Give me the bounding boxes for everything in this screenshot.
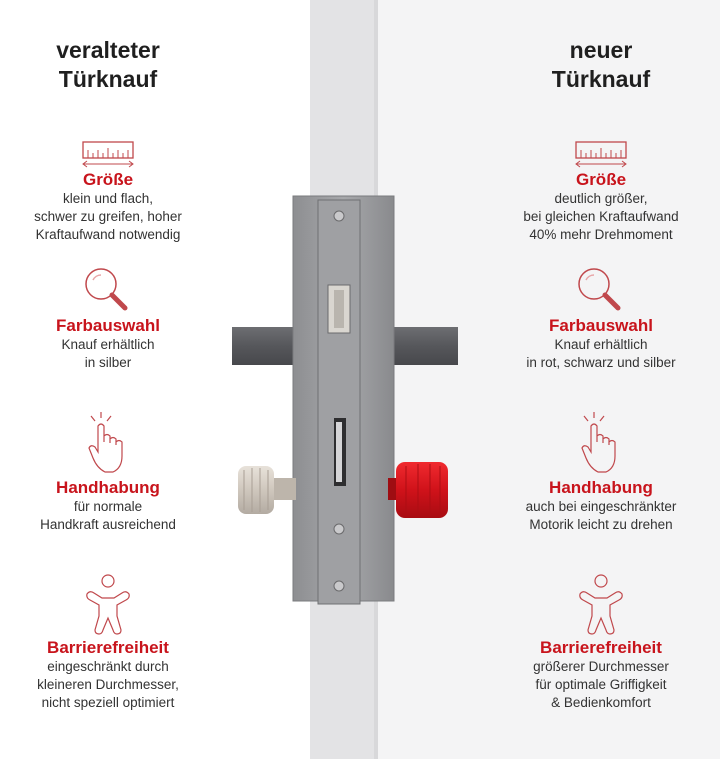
feature-color [0,264,216,372]
feature-accessibility [490,572,712,712]
screw-bottom [334,581,344,591]
feature-line: in silber [84,355,132,370]
person-icon [81,572,135,636]
left-heading [0,36,216,94]
right-heading [490,36,712,94]
feature-line: 40% mehr Drehmoment [529,227,673,242]
feature-size [490,140,712,244]
feature-line: Handkraft ausreichend [40,517,176,532]
feature-line: Kraftaufwand notwendig [35,227,181,242]
feature-line: größerer Durchmesser [533,659,669,674]
feature-handling [0,410,216,534]
feature-line: Knauf erhältlich [61,337,155,352]
feature-text [0,658,216,712]
feature-title: Größe [575,170,627,189]
silver-knob [238,466,296,514]
feature-title: Barrierefreiheit [540,638,662,657]
feature-size [0,140,216,244]
feature-line: in rot, schwarz und silber [526,355,676,370]
red-knob [388,462,448,518]
feature-line: & Bedienkomfort [551,695,651,710]
feature-line: Motorik leicht zu drehen [529,517,673,532]
heading-line: Türknauf [551,66,651,92]
ruler-icon [79,140,137,168]
feature-title: Größe [82,170,134,189]
feature-line: nicht speziell optimiert [41,695,175,710]
feature-text [490,336,712,372]
ruler-icon [572,140,630,168]
feature-text [0,190,216,244]
feature-text [0,336,216,372]
feature-title: Farbauswahl [56,316,160,335]
heading-line: veralteter [56,37,160,63]
feature-line: schwer zu greifen, hoher [34,209,182,224]
heading-line: Türknauf [58,66,158,92]
feature-line: eingeschränkt durch [47,659,169,674]
feature-color [490,264,712,372]
person-icon [574,572,628,636]
touch-hand-icon [576,410,626,476]
feature-title: Handhabung [549,478,653,497]
feature-title: Handhabung [56,478,160,497]
lock-face-plate [318,200,360,604]
feature-title: Barrierefreiheit [47,638,169,657]
feature-title: Farbauswahl [549,316,653,335]
magnifier-icon [574,264,628,314]
feature-line: Knauf erhältlich [554,337,648,352]
feature-accessibility [0,572,216,712]
feature-text [490,190,712,244]
feature-text [490,658,712,712]
feature-text [0,498,216,534]
feature-line: für normale [73,499,143,514]
screw-middle [334,524,344,534]
right-lever-handle [394,327,458,365]
feature-line: kleineren Durchmesser, [37,677,179,692]
feature-line: für optimale Griffigkeit [535,677,667,692]
feature-line: klein und flach, [62,191,154,206]
feature-text [490,498,712,534]
magnifier-icon [81,264,135,314]
left-lever-handle [232,327,294,365]
feature-line: auch bei eingeschränkter [525,499,677,514]
screw-top [334,211,344,221]
heading-line: neuer [569,37,633,63]
feature-line: bei gleichen Kraftaufwand [523,209,679,224]
feature-line: deutlich größer, [554,191,648,206]
touch-hand-icon [83,410,133,476]
feature-handling [490,410,712,534]
